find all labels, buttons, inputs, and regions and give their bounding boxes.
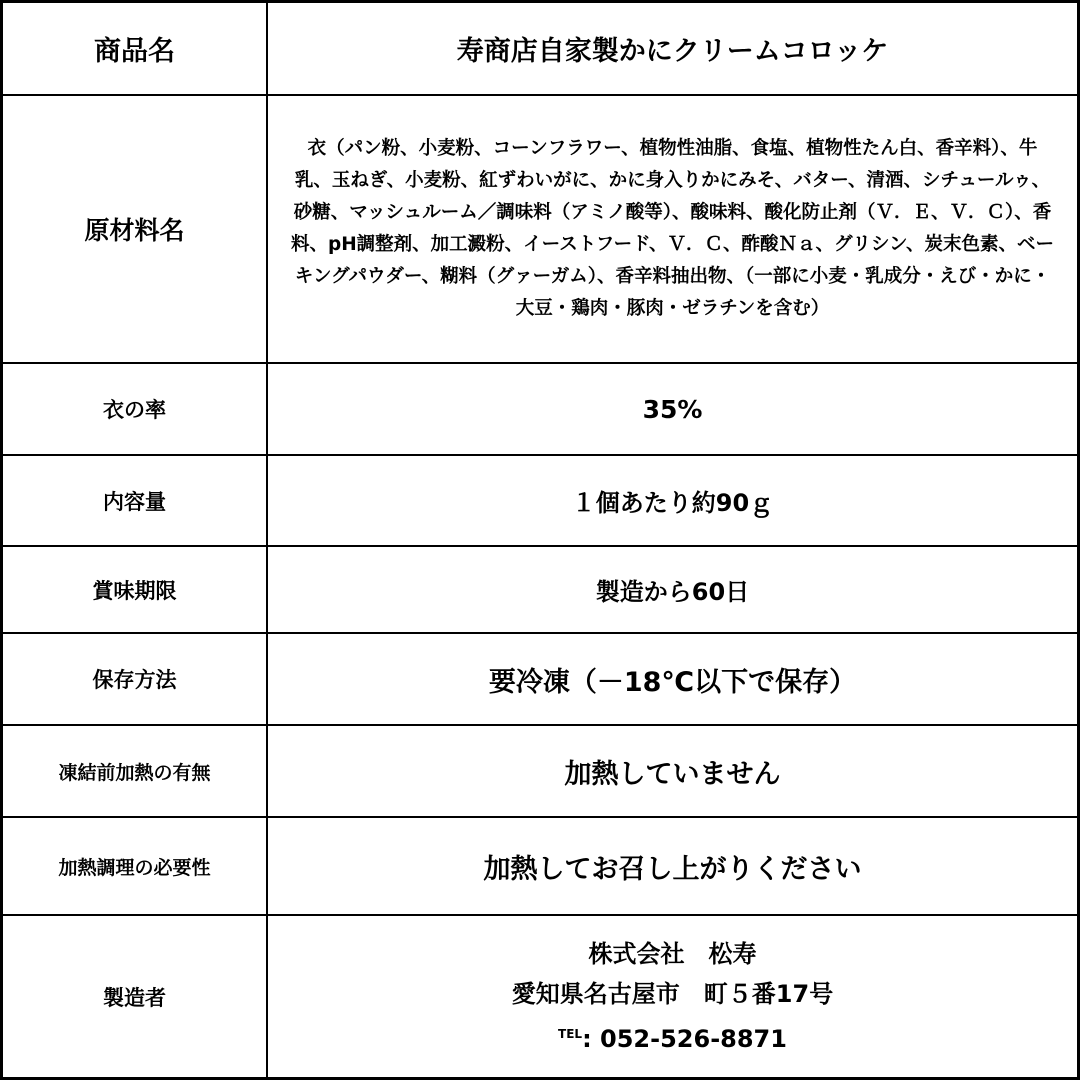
expiry-label: 賞味期限 — [3, 546, 267, 633]
product-spec-table — [3, 3, 1077, 1077]
product-name-value: 寿商店自家製かにクリームコロッケ — [267, 3, 1077, 95]
cooking-value: 加熱してお召し上がりください — [267, 817, 1077, 915]
tel-number: : 052-526-8871 — [582, 1025, 787, 1053]
coating-ratio-value: 35% — [267, 363, 1077, 455]
table-row-product — [3, 3, 1077, 95]
ingredients-cell — [267, 95, 1077, 363]
tel-prefix: TEL — [558, 1027, 583, 1041]
coating-ratio-label: 衣の率 — [3, 363, 267, 455]
maker-cell — [267, 915, 1077, 1077]
table-row-storage — [3, 633, 1077, 725]
contents-label: 内容量 — [3, 455, 267, 546]
contents-value: １個あたり約90ｇ — [267, 455, 1077, 546]
ingredients-label: 原材料名 — [3, 95, 267, 363]
preheat-value: 加熱していません — [267, 725, 1077, 817]
maker-company: 株式会社 松寿 — [588, 940, 757, 968]
table-row-ingredients — [3, 95, 1077, 363]
maker-label: 製造者 — [3, 915, 267, 1077]
storage-value: 要冷凍（－18℃以下で保存） — [267, 633, 1077, 725]
cooking-label: 加熱調理の必要性 — [3, 817, 267, 915]
product-name-label: 商品名 — [3, 3, 267, 95]
table-row-preheat — [3, 725, 1077, 817]
maker-phone — [290, 1014, 1055, 1059]
table-row-maker — [3, 915, 1077, 1077]
table-row-coating — [3, 363, 1077, 455]
storage-label: 保存方法 — [3, 633, 267, 725]
table-row-contents — [3, 455, 1077, 546]
ingredients-value: 衣（パン粉、小麦粉、コーンフラワー、植物性油脂、食塩、植物性たん白、香辛料）、牛乳、玉ねぎ、小麦粉、紅ずわいがに、かに身入りかにみそ、バター、清酒、シチュールゥ、砂糖、マッシュルーム／調味料（アミノ酸等）、酸味料、酸化防止剤（Ｖ．Ｅ、Ｖ．Ｃ）、香料、pH調整剤、加工澱粉、イーストフード、Ｖ．Ｃ、酢酸Ｎａ、グリシン、炭末色素、ベーキングパウダー、糊料（グァーガム）、香辛料抽出物、（一部に小麦・乳成分・えび・かに・大豆・鶏肉・豚肉・ゼラチンを含む） — [290, 138, 1055, 319]
table-row-cooking — [3, 817, 1077, 915]
maker-address: 愛知県名古屋市 町５番17号 — [511, 980, 834, 1008]
table-row-expiry — [3, 546, 1077, 633]
preheat-label: 凍結前加熱の有無 — [3, 725, 267, 817]
expiry-value: 製造から60日 — [267, 546, 1077, 633]
